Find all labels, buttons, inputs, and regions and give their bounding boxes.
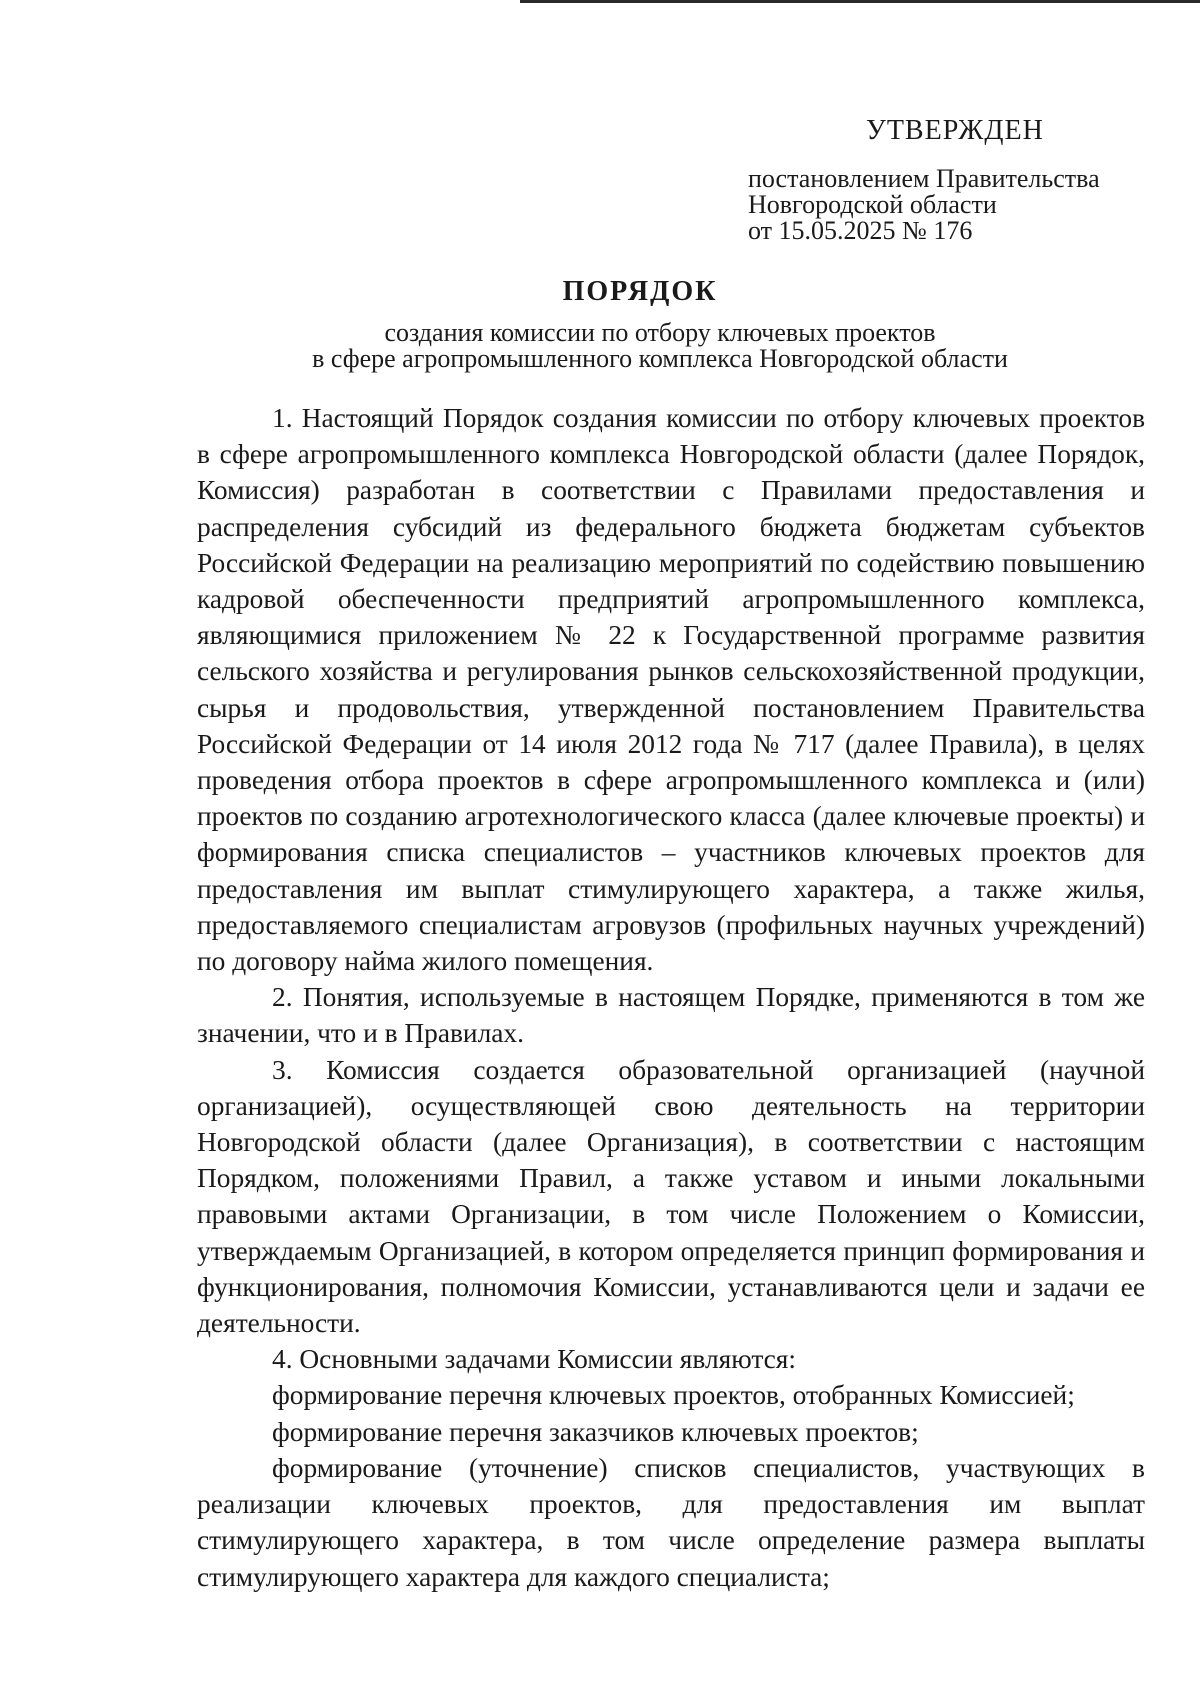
document-heading xyxy=(0,276,1200,372)
paragraph-1: 1. Настоящий Порядок создания комиссии по отбору ключевых проектов в сфере агропромышленного комплекса Новгородской области (далее Порядок, Комиссия) разработан в соответствии с Правилами предоставления и распределения субсидий из федерального бюджета бюджетам субъектов Российской Федерации на реализацию мероприятий по содействию повышению кадровой обеспеченности предприятий агропромышленного комплекса, являющимися приложением № 22 к Государственной программе развития сельского хозяйства и регулирования рынков сельскохозяйственной продукции, сырья и продовольствия, утвержденной постановлением Правительства Российской Федерации от 14 июля 2012 года № 717 (далее Правила), в целях проведения отбора проектов в сфере агропромышленного комплекса и (или) проектов по созданию агротехнологического класса (далее ключевые проекты) и формирования списка специалистов – участников ключевых проектов для предоставления им выплат стимулирующего характера, а также жилья, предоставляемого специалистам агровузов (профильных научных учреждений) по договору найма жилого помещения. xyxy=(197,403,1145,977)
document-body xyxy=(197,400,1145,1595)
approved-label: УТВЕРЖДЕН xyxy=(866,115,1044,146)
paragraph-3: 3. Комиссия создается образовательной организацией (научной организацией), осуществляющей свою деятельность на территории Новгородской области (далее Организация), в соответствии с настоящим Порядком, положениями Правил, а также уставом и иными локальными правовыми актами Организации, в том числе Положением о Комиссии, утверждаемым Организацией, в котором определяется принцип формирования и функционирования, полномочия Комиссии, устанавливаются цели и задачи ее деятельности. xyxy=(197,1054,1145,1339)
scan-edge-line xyxy=(520,0,1200,3)
document-title: ПОРЯДОК xyxy=(562,276,718,307)
approval-line-1: постановлением Правительства xyxy=(748,164,1100,193)
task-item-2: формирование перечня заказчиков ключевых проектов; xyxy=(272,1416,919,1447)
paragraph-4: 4. Основными задачами Комиссии являются: xyxy=(272,1344,797,1375)
task-item-1: формирование перечня ключевых проектов, отобранных Комиссией; xyxy=(272,1380,1075,1411)
approval-stamp-block xyxy=(748,115,1168,245)
paragraph-2: 2. Понятия, используемые в настоящем Порядке, применяются в том же значении, что и в Правилах. xyxy=(197,982,1145,1049)
task-item-3: формирование (уточнение) списков специалистов, участвующих в реализации ключевых проектов, для предоставления им выплат стимулирующего характера, в том числе определение размера выплаты стимулирующего характера для каждого специалиста; xyxy=(197,1452,1145,1592)
document-subtitle-line-1: создания комиссии по отбору ключевых проектов xyxy=(384,318,936,347)
approval-line-2: Новгородской области xyxy=(748,190,997,219)
document-subtitle-line-2: в сфере агропромышленного комплекса Новгородской области xyxy=(312,344,1008,373)
approval-line-3: от 15.05.2025 № 176 xyxy=(748,216,973,245)
